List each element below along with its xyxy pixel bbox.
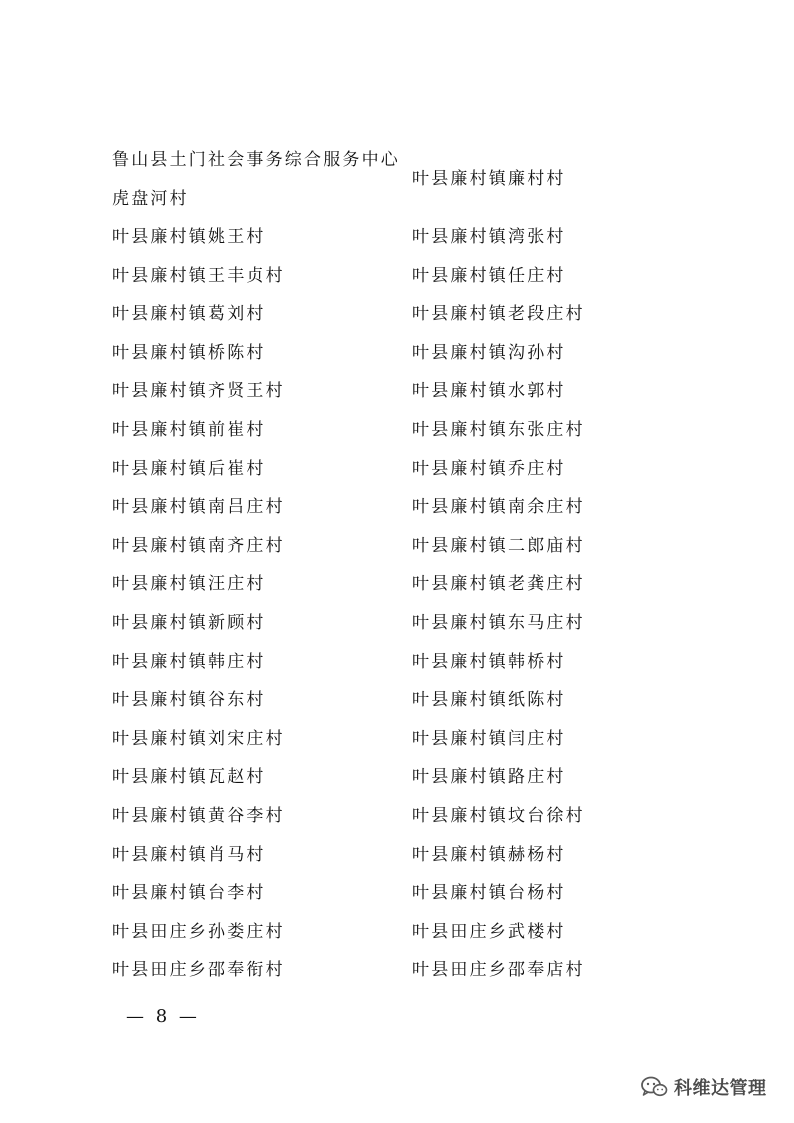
entry-left: 叶县廉村镇后崔村 xyxy=(112,459,266,479)
entry-left: 叶县廉村镇齐贤王村 xyxy=(112,381,285,401)
entry-right: 叶县廉村镇赫杨村 xyxy=(412,845,566,865)
watermark xyxy=(640,1074,767,1100)
entry-right: 叶县廉村镇韩桥村 xyxy=(412,652,566,672)
page-number: — 8 — xyxy=(126,1006,200,1027)
entry-left: 叶县田庄乡邵奉衔村 xyxy=(112,960,285,980)
entry-left: 叶县廉村镇黄谷李村 xyxy=(112,806,285,826)
entry-left: 叶县廉村镇桥陈村 xyxy=(112,343,266,363)
entry-right: 叶县廉村镇水郭村 xyxy=(412,381,566,401)
entry-left: 叶县廉村镇王丰贞村 xyxy=(112,266,285,286)
entry-right: 叶县田庄乡武楼村 xyxy=(412,922,566,942)
entry-right: 叶县廉村镇老龚庄村 xyxy=(412,574,585,594)
entry-right: 叶县廉村镇湾张村 xyxy=(412,227,566,247)
entry-right: 叶县田庄乡邵奉店村 xyxy=(412,960,585,980)
entry-right: 叶县廉村镇廉村村 xyxy=(412,169,566,189)
entry-left: 叶县廉村镇韩庄村 xyxy=(112,652,266,672)
watermark-text: 科维达管理 xyxy=(674,1078,767,1099)
entry-left: 叶县廉村镇姚王村 xyxy=(112,227,266,247)
entry-left: 叶县廉村镇南齐庄村 xyxy=(112,536,285,556)
entry-left: 叶县廉村镇台李村 xyxy=(112,883,266,903)
entry-right: 叶县廉村镇纸陈村 xyxy=(412,690,566,710)
entry-left-line1: 鲁山县土门社会事务综合服务中心 xyxy=(112,150,400,170)
wechat-icon xyxy=(640,1075,668,1099)
entry-left: 叶县田庄乡孙娄庄村 xyxy=(112,922,285,942)
entry-left: 叶县廉村镇肖马村 xyxy=(112,845,266,865)
entry-left-line2: 虎盘河村 xyxy=(112,189,189,209)
entry-right: 叶县廉村镇台杨村 xyxy=(412,883,566,903)
entry-left: 叶县廉村镇汪庄村 xyxy=(112,574,266,594)
entry-right: 叶县廉村镇南余庄村 xyxy=(412,497,585,517)
entry-right: 叶县廉村镇乔庄村 xyxy=(412,459,566,479)
entry-right: 叶县廉村镇坟台徐村 xyxy=(412,806,585,826)
entry-right: 叶县廉村镇老段庄村 xyxy=(412,304,585,324)
entry-left: 叶县廉村镇瓦赵村 xyxy=(112,767,266,787)
entry-right: 叶县廉村镇东张庄村 xyxy=(412,420,585,440)
entry-right: 叶县廉村镇路庄村 xyxy=(412,767,566,787)
entry-right: 叶县廉村镇闫庄村 xyxy=(412,729,566,749)
entry-right: 叶县廉村镇沟孙村 xyxy=(412,343,566,363)
entry-left: 叶县廉村镇谷东村 xyxy=(112,690,266,710)
entry-left: 叶县廉村镇葛刘村 xyxy=(112,304,266,324)
entry-right: 叶县廉村镇东马庄村 xyxy=(412,613,585,633)
entry-left: 叶县廉村镇新顾村 xyxy=(112,613,266,633)
entry-right: 叶县廉村镇二郎庙村 xyxy=(412,536,585,556)
entry-left: 叶县廉村镇南吕庄村 xyxy=(112,497,285,517)
entry-left: 叶县廉村镇前崔村 xyxy=(112,420,266,440)
entry-right: 叶县廉村镇任庄村 xyxy=(412,266,566,286)
entry-left: 叶县廉村镇刘宋庄村 xyxy=(112,729,285,749)
